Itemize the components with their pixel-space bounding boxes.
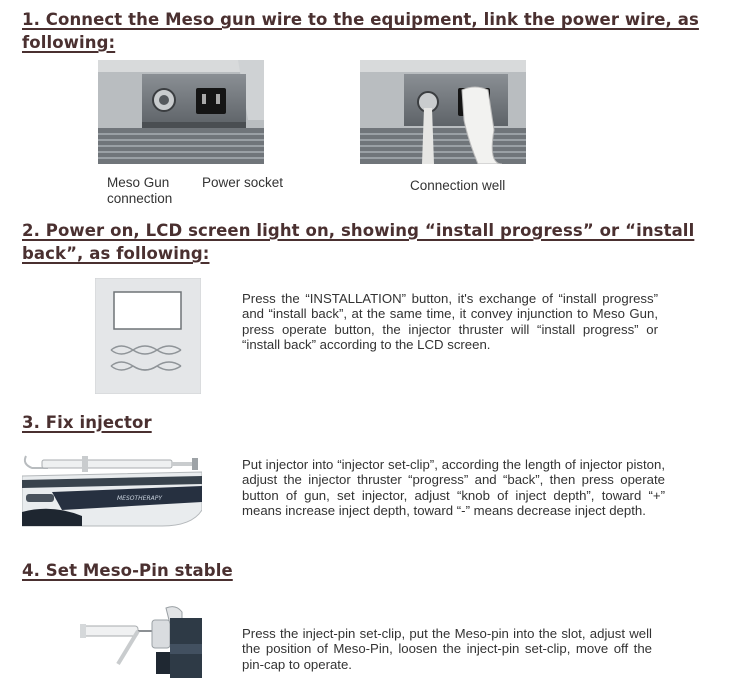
step2-description: Press the “INSTALLATION” button, it's exchange of “install progress” and “install back”, at the same time, it convey injunction to Meso Gun, press operate button, the injector thruster will “install progress” or “install back” according to the LCD screen. [242,291,658,352]
power-socket-caption: Power socket [202,175,284,190]
lcd-panel-illustration [95,278,201,394]
connection-caption: Connection well [410,178,506,193]
step3-heading: 3. Fix injector [22,413,152,432]
connection-photo [360,60,526,164]
step3-description: Put injector into “injector set-clip”, according the length of injector piston, adjust the injector thruster “progress” and “back”, then press operate button of gun, set injector, adjust “knob of inject depth”, toward “+” means increase inject depth, toward “-” means decrease inject depth. [242,457,665,518]
injector-gun-photo [22,450,202,528]
lcd-screen [114,292,181,329]
meso-gun-connection-caption: Meso Gun connection [107,175,173,206]
step2-heading: 2. Power on, LCD screen light on, showing “install progress” or “install back”, as following: [22,221,695,263]
meso-gun-socket-photo [98,60,264,164]
step4-heading: 4. Set Meso-Pin stable [22,561,233,580]
step4-description: Press the inject-pin set-clip, put the Meso-pin into the slot, adjust well the position of Meso-Pin, loosen the inject-pin set-clip, move off the pin-cap to operate. [242,626,652,672]
step1-heading: 1. Connect the Meso gun wire to the equipment, link the power wire, as following: [22,10,699,52]
meso-pin-photo [78,604,202,678]
gun-brand-label: MESOTHERAPY [117,495,163,502]
